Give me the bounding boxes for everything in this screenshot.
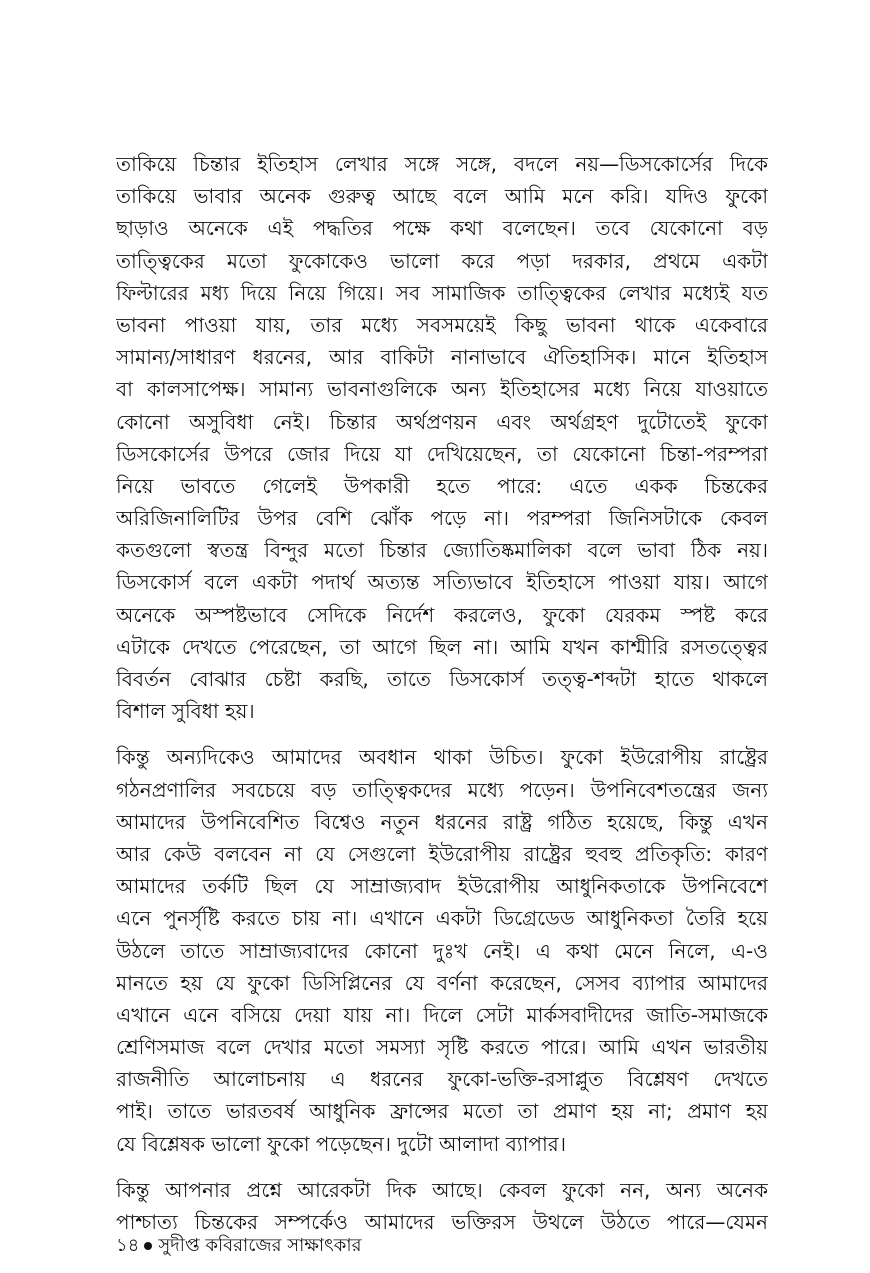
- text-line: কিন্তু অন্যদিকেও আমাদের অবধান থাকা উচিত। ফুকো ইউরোপীয় রাষ্ট্রের: [116, 745, 768, 770]
- body-text: [116, 148, 768, 1252]
- paragraph: [116, 741, 768, 1159]
- text-line: অরিজিনালিটির উপর বেশি ঝোঁক পড়ে না। পরম্পরা জিনিসটাকে কেবল: [116, 506, 768, 531]
- text-line: কতগুলো স্বতন্ত্র বিন্দুর মতো চিন্তার জ্যোতিষ্কমালিকা বলে ভাবা ঠিক নয়।: [116, 538, 768, 563]
- running-title: সুদীপ্ত কবিরাজের সাক্ষাৎকার: [158, 1235, 362, 1256]
- text-line: ফিল্টারের মধ্য দিয়ে নিয়ে গিয়ে। সব সামাজিক তাত্ত্বিকের লেখার মধ্যেই যত: [116, 280, 768, 305]
- text-line: বিবর্তন বোঝার চেষ্টা করছি, তাতে ডিসকোর্স তত্ত্ব-শব্দটা হাতে থাকলে: [116, 667, 768, 691]
- text-line: নিয়ে ভাবতে গেলেই উপকারী হতে পারে: এতে একক চিন্তকের: [116, 473, 768, 498]
- text-line: ছাড়াও অনেকে এই পদ্ধতির পক্ষে কথা বলেছেন। তবে যেকোনো বড়: [116, 216, 768, 241]
- text-line: তাত্ত্বিকের মতো ফুকোকেও ভালো করে পড়া দরকার, প্রথমে একটা: [116, 248, 768, 273]
- text-line: এনে পুনর্সৃষ্টি করতে চায় না। এখানে একটা ডিগ্রেডেড আধুনিকতা তৈরি হয়ে: [116, 906, 768, 931]
- text-line: বিশাল সুবিধা হয়।: [116, 699, 255, 724]
- text-line: তাকিয়ে ভাবার অনেক গুরুত্ব আছে বলে আমি মনে করি। যদিও ফুকো: [116, 184, 768, 209]
- text-line: রাজনীতি আলোচনায় এ ধরনের ফুকো-ভক্তি-রসাপ্লুত বিশ্লেষণ দেখতে: [116, 1067, 768, 1092]
- text-line: ডিসকোর্স বলে একটা পদার্থ অত্যন্ত সত্যিভাবে ইতিহাসে পাওয়া যায়। আগে: [116, 570, 768, 595]
- running-footer: [116, 1234, 361, 1258]
- text-line: তাকিয়ে চিন্তার ইতিহাস লেখার সঙ্গে সঙ্গে, বদলে নয়—ডিসকোর্সের দিকে: [116, 152, 768, 176]
- text-line: আর কেউ বলবেন না যে সেগুলো ইউরোপীয় রাষ্ট্রের হুবহু প্রতিকৃতি: কারণ: [116, 841, 768, 866]
- text-line: এটাকে দেখতে পেরেছেন, তা আগে ছিল না। আমি যখন কাশ্মীরি রসতত্ত্বের: [116, 634, 768, 659]
- text-line: কিন্তু আপনার প্রশ্নে আরেকটা দিক আছে। কেবল ফুকো নন, অন্য অনেক: [116, 1177, 768, 1202]
- text-line: পাশ্চাত্য চিন্তকের সম্পর্কেও আমাদের ভক্তিরস উথলে উঠতে পারে—যেমন: [116, 1210, 768, 1234]
- text-line: ডিসকোর্সের উপরে জোর দিয়ে যা দেখিয়েছেন, তা যেকোনো চিন্তা-পরম্পরা: [116, 441, 768, 466]
- text-line: আমাদের তর্কটি ছিল যে সাম্রাজ্যবাদ ইউরোপীয় আধুনিকতাকে উপনিবেশে: [116, 874, 768, 899]
- paragraph: [116, 1174, 768, 1238]
- text-line: উঠলে তাতে সাম্রাজ্যবাদের কোনো দুঃখ নেই। এ কথা মেনে নিলে, এ-ও: [116, 938, 768, 963]
- text-line: মানতে হয় যে ফুকো ডিসিপ্লিনের যে বর্ণনা করেছেন, সেসব ব্যাপার আমাদের: [116, 970, 768, 995]
- text-line: বা কালসাপেক্ষ। সামান্য ভাবনাগুলিকে অন্য ইতিহাসের মধ্যে নিয়ে যাওয়াতে: [116, 377, 768, 402]
- text-line: কোনো অসুবিধা নেই। চিন্তার অর্থপ্রণয়ন এবং অর্থগ্রহণ দুটোতেই ফুকো: [116, 409, 768, 434]
- text-line: গঠনপ্রণালির সবচেয়ে বড় তাত্ত্বিকদের মধ্যে পড়েন। উপনিবেশতন্ত্রের জন্য: [116, 777, 768, 802]
- paragraph: [116, 148, 768, 727]
- text-line: আমাদের উপনিবেশিত বিশ্বেও নতুন ধরনের রাষ্ট্র গঠিত হয়েছে, কিন্তু এখন: [116, 809, 768, 834]
- text-line: ভাবনা পাওয়া যায়, তার মধ্যে সবসময়েই কিছু ভাবনা থাকে একেবারে: [116, 312, 768, 337]
- text-line: অনেকে অস্পষ্টভাবে সেদিকে নির্দেশ করলেও, ফুকো যেরকম স্পষ্ট করে: [116, 602, 768, 627]
- text-line: পাই। তাতে ভারতবর্ষ আধুনিক ফ্রান্সের মতো তা প্রমাণ হয় না; প্রমাণ হয়: [116, 1099, 768, 1124]
- text-line: এখানে এনে বসিয়ে দেয়া যায় না। দিলে সেটা মার্কসবাদীদের জাতি-সমাজকে: [116, 1002, 768, 1027]
- text-line: যে বিশ্লেষক ভালো ফুকো পড়েছেন। দুটো আলাদা ব্যাপার।: [116, 1131, 566, 1156]
- bullet-separator: [144, 1242, 152, 1250]
- text-line: শ্রেণিসমাজ বলে দেখার মতো সমস্যা সৃষ্টি করতে পারে। আমি এখন ভারতীয়: [116, 1035, 768, 1060]
- text-line: সামান্য/সাধারণ ধরনের, আর বাকিটা নানাভাবে ঐতিহাসিক। মানে ইতিহাস: [116, 345, 768, 370]
- page-number: ১৪: [116, 1235, 140, 1256]
